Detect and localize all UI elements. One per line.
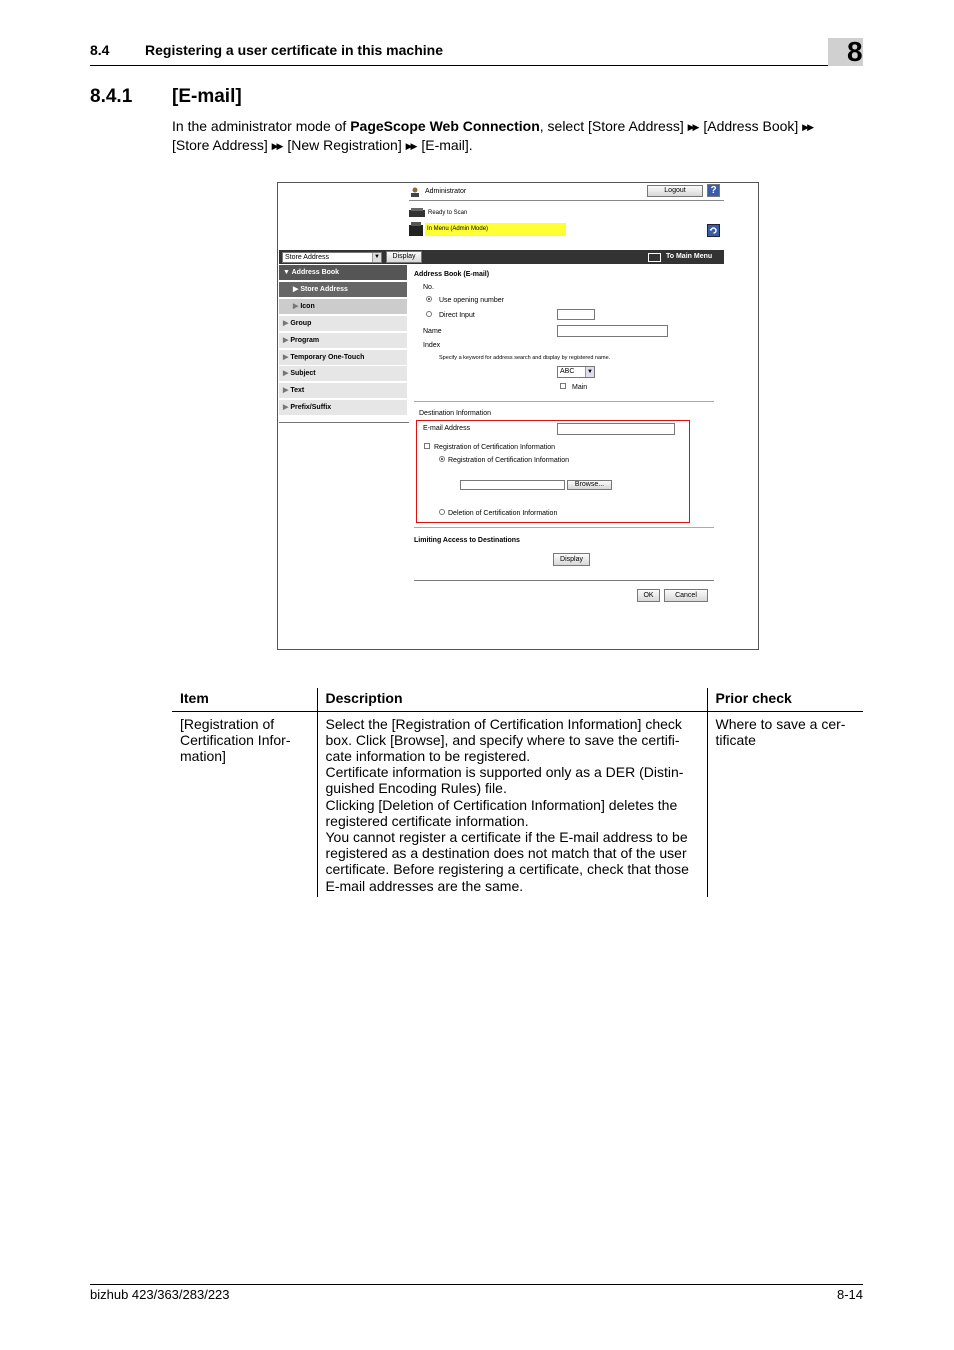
- help-button[interactable]: ?: [707, 184, 720, 197]
- intro-text-after: , select [Store Address]: [539, 118, 684, 134]
- path-arrow-icon: ▶▶: [405, 141, 416, 151]
- index-select[interactable]: [557, 366, 595, 378]
- email-address-label: E-mail Address: [423, 425, 471, 432]
- logout-button[interactable]: Logout: [647, 185, 703, 197]
- nav-subject-label: Subject: [290, 370, 316, 377]
- form-title: Address Book (E-mail): [414, 271, 490, 278]
- admin-icon: [409, 187, 421, 197]
- machine-icon: [408, 222, 424, 236]
- limiting-display-button[interactable]: Display: [553, 553, 590, 566]
- nav-temporary-one-touch[interactable]: [279, 350, 407, 366]
- intro-path-2: [Store Address]: [172, 137, 268, 153]
- arrow-right-icon: ▶: [283, 320, 289, 327]
- use-opening-number-label: Use opening number: [439, 297, 504, 304]
- ready-status: Ready to Scan: [428, 210, 468, 216]
- chevron-down-icon: ▼: [585, 367, 594, 377]
- direct-input-field[interactable]: [557, 309, 595, 320]
- nav-address-book[interactable]: [279, 265, 407, 281]
- ok-button[interactable]: OK: [637, 589, 660, 602]
- destination-red-frame: [416, 420, 690, 523]
- chapter-number: 8: [847, 36, 863, 67]
- arrow-right-icon: ▶: [293, 286, 299, 293]
- store-address-select-value: Store Address: [285, 254, 329, 261]
- arrow-right-icon: ▶: [283, 404, 289, 411]
- path-arrow-icon: ▶▶: [687, 122, 698, 132]
- display-button[interactable]: Display: [386, 251, 422, 263]
- reg-cert-radio-label: Registration of Certification Information: [448, 457, 569, 464]
- index-label: Index: [423, 342, 441, 349]
- header-section-title: Registering a user certificate in this machine: [145, 42, 443, 58]
- section-number: 8.4.1: [90, 86, 133, 107]
- intro-paragraph: [172, 117, 862, 155]
- administrator-label: Administrator: [425, 188, 467, 195]
- nav-store-address-label: Store Address: [300, 286, 348, 293]
- main-checkbox[interactable]: [560, 383, 566, 389]
- scanner-icon: [408, 207, 426, 218]
- cancel-button[interactable]: Cancel: [664, 589, 708, 602]
- table-cell-prior-check: Where to save a cer-tificate: [715, 715, 846, 748]
- table-cell-description: [317, 711, 707, 897]
- reg-cert-checkbox[interactable]: [424, 443, 430, 449]
- arrow-right-icon: ▶: [283, 387, 289, 394]
- admin-mode-label: In Menu (Admin Mode): [427, 226, 489, 232]
- direct-input-radio[interactable]: [426, 311, 432, 317]
- intro-path-3: [New Registration]: [287, 137, 402, 153]
- refresh-icon[interactable]: [707, 224, 720, 237]
- table-row: [172, 711, 863, 897]
- nav-prefix-suffix-label: Prefix/Suffix: [290, 404, 332, 411]
- limiting-access-label: Limiting Access to Destinations: [414, 537, 520, 544]
- nav-group-label: Group: [290, 320, 312, 327]
- main-label: Main: [572, 384, 588, 391]
- footer-model: bizhub 423/363/283/223: [90, 1287, 230, 1302]
- destination-info-label: Destination Information: [419, 410, 491, 417]
- section-title: [E-mail]: [172, 86, 242, 107]
- description-table: [172, 688, 863, 897]
- form-divider-1: [414, 401, 714, 402]
- intro-path-4: [E-mail].: [421, 137, 473, 153]
- arrow-right-icon: ▶: [283, 354, 289, 361]
- path-arrow-icon: ▶▶: [271, 141, 282, 151]
- web-connection-screenshot: [277, 182, 759, 650]
- store-address-select[interactable]: [282, 252, 382, 263]
- nav-text-label: Text: [290, 387, 305, 394]
- nav-subject[interactable]: [279, 366, 407, 382]
- deletion-cert-radio[interactable]: [439, 509, 445, 515]
- description-paragraph: Clicking [Deletion of Certification Information] deletes the registered certificate information.: [325, 796, 678, 829]
- name-field[interactable]: [557, 325, 668, 337]
- use-opening-number-radio[interactable]: [426, 296, 432, 302]
- nav-prefix-suffix[interactable]: [279, 400, 407, 416]
- table-header-item: Item: [172, 688, 317, 711]
- nav-program[interactable]: [279, 333, 407, 349]
- intro-app-name: PageScope Web Connection: [350, 118, 540, 134]
- reg-cert-checkbox-label: Registration of Certification Information: [434, 444, 555, 451]
- footer-page-number: 8-14: [836, 1287, 863, 1302]
- no-label: No.: [423, 284, 434, 291]
- browse-button[interactable]: Browse...: [567, 480, 612, 490]
- main-menu-icon: [648, 253, 661, 262]
- table-cell-item: [Registration of Certification Infor-mation]: [172, 711, 317, 897]
- expand-triangle-icon: ▼: [283, 269, 290, 276]
- nav-icon[interactable]: [279, 299, 407, 315]
- description-paragraph: You cannot register a certificate if the E-mail address to be registered as a destination does not match that of the user certificate. Before registering a certificate, check that those E-mail addresses are the same.: [325, 828, 689, 894]
- nav-program-label: Program: [290, 337, 320, 344]
- to-main-menu-link[interactable]: To Main Menu: [666, 253, 713, 260]
- nav-icon-label: Icon: [300, 303, 315, 310]
- intro-path-1: [Address Book]: [703, 118, 799, 134]
- nav-bottom-divider: [279, 422, 409, 423]
- direct-input-label: Direct Input: [439, 312, 475, 319]
- form-divider-3: [414, 580, 714, 581]
- deletion-cert-label: Deletion of Certification Information: [448, 510, 558, 517]
- nav-temporary-one-touch-label: Temporary One-Touch: [290, 354, 365, 361]
- index-hint: Specify a keyword for address search and display by registered name.: [439, 355, 611, 361]
- description-paragraph: Certificate information is supported only as a DER (Distin-guished Encoding Rules) file.: [325, 764, 684, 797]
- intro-text-before: In the administrator mode of: [172, 118, 351, 134]
- nav-address-book-label: Address Book: [291, 269, 340, 276]
- description-paragraph: Select the [Registration of Certification Information] check box. Click [Browse], and specify where to save the certifi-cate information to be registered.: [325, 715, 682, 764]
- email-address-field[interactable]: [557, 423, 675, 435]
- form-divider-2: [414, 527, 714, 528]
- table-header-description: Description: [317, 688, 707, 711]
- reg-cert-radio[interactable]: [439, 456, 445, 462]
- chevron-down-icon: ▼: [372, 253, 381, 262]
- header-rule: [90, 65, 863, 66]
- arrow-right-icon: ▶: [283, 370, 289, 377]
- nav-group[interactable]: [279, 316, 407, 332]
- name-label: Name: [423, 328, 442, 335]
- arrow-right-icon: ▶: [283, 337, 289, 344]
- table-header-prior-check: Prior check: [707, 688, 863, 711]
- certificate-file-field[interactable]: [460, 480, 565, 490]
- nav-text[interactable]: [279, 383, 407, 399]
- header-section-number: 8.4: [90, 42, 110, 58]
- top-divider: [409, 200, 724, 201]
- nav-store-address[interactable]: [279, 282, 407, 298]
- table-header-row: [172, 688, 863, 711]
- arrow-right-icon: ▶: [293, 303, 299, 310]
- path-arrow-icon: ▶▶: [802, 122, 813, 132]
- index-select-value: ABC: [560, 368, 575, 375]
- footer-rule: [90, 1284, 863, 1285]
